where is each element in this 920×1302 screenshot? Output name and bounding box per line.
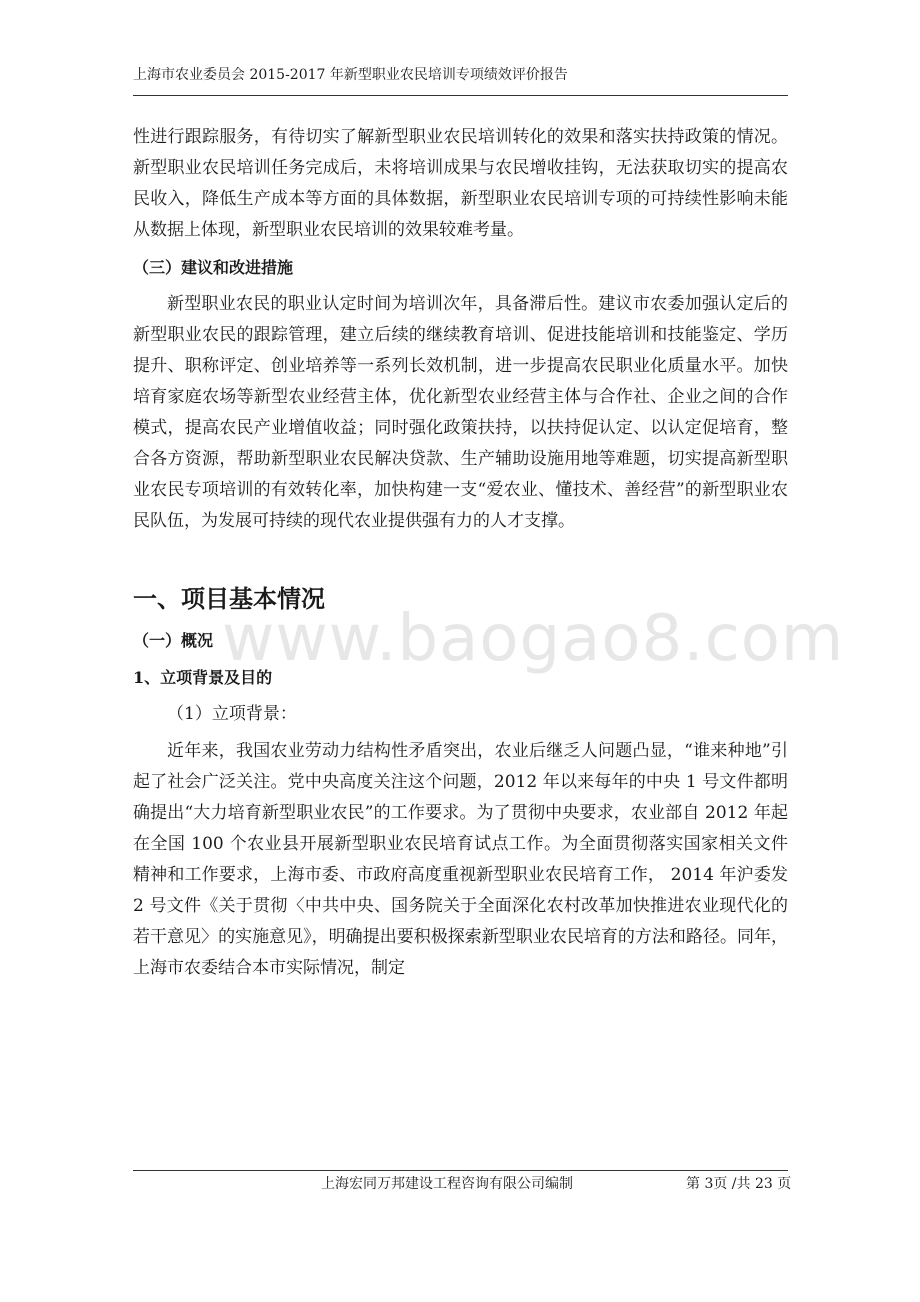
paragraph-suggestions: 新型职业农民的职业认定时间为培训次年，具备滞后性。建议市农委加强认定后的新型职业农民的跟踪管理，建立后续的继续教育培训、促进技能培训和技能鉴定、学历提升、职称评定、创业培养等一系列长效机制，进一步提高农民职业化质量水平。加快培育家庭农场等新型农业经营主体，优化新型农业经营主体与合作社、企业之间的合作模式，提高农民产业增值收益；同时强化政策扶持，以扶持促认定、以认定促培育，整合各方资源，帮助新型职业农民解决贷款、生产辅助设施用地等难题，切实提高新型职业农民专项培训的有效转化率，加快构建一支“爱农业、懂技术、善经营”的新型职业农民队伍，为发展可持续的现代农业提供强有力的人才支撑。 xyxy=(133,294,788,531)
section-heading-suggestions: （三）建议和改进措施 xyxy=(133,258,294,277)
header-rule xyxy=(133,95,788,96)
main-content xyxy=(133,122,788,984)
chapter-heading: 一、项目基本情况 xyxy=(133,584,325,613)
item-heading-background-purpose: 1、立项背景及目的 xyxy=(133,668,273,687)
footer-company: 上海宏同万邦建设工程咨询有限公司编制 xyxy=(321,1176,573,1192)
footer-rule xyxy=(133,1170,788,1171)
sub-item-label-background: （1）立项背景： xyxy=(167,704,297,724)
subsection-heading-overview: （一）概况 xyxy=(133,631,214,650)
running-header: 上海市农业委员会 2015-2017 年新型职业农民培训专项绩效评价报告 xyxy=(133,67,568,83)
footer-page-number: 第 3页 /共 23 页 xyxy=(686,1176,792,1192)
watermark: www.baogao8.com xyxy=(222,602,845,676)
paragraph-continued: 性进行跟踪服务，有待切实了解新型职业农民培训转化的效果和落实扶持政策的情况。新型职业农民培训任务完成后，未将培训成果与农民增收挂钩，无法获取切实的提高农民收入，降低生产成本等方面的具体数据，新型职业农民培训专项的可持续性影响未能从数据上体现，新型职业农民培训的效果较难考量。 xyxy=(133,127,788,240)
paragraph-background: 近年来，我国农业劳动力结构性矛盾突出，农业后继乏人问题凸显，“谁来种地”引起了社会广泛关注。党中央高度关注这个问题，2012 年以来每年的中央 1 号文件都明确提出“大力培育新型职业农民”的工作要求。为了贯彻中央要求，农业部自 2012 年起在全国 100 个农业县开展新型职业农民培育试点工作。为全面贯彻落实国家相关文件精神和工作要求，上海市委、市政府高度重视新型职业农民培育工作， 2014 年沪委发 2 号文件《关于贯彻〈中共中央、国务院关于全面深化农村改革加快推进农业现代化的若干意见〉的实施意见》，明确提出要积极探索新型职业农民培育的方法和路径。同年，上海市农委结合本市实际情况，制定 xyxy=(133,741,788,978)
